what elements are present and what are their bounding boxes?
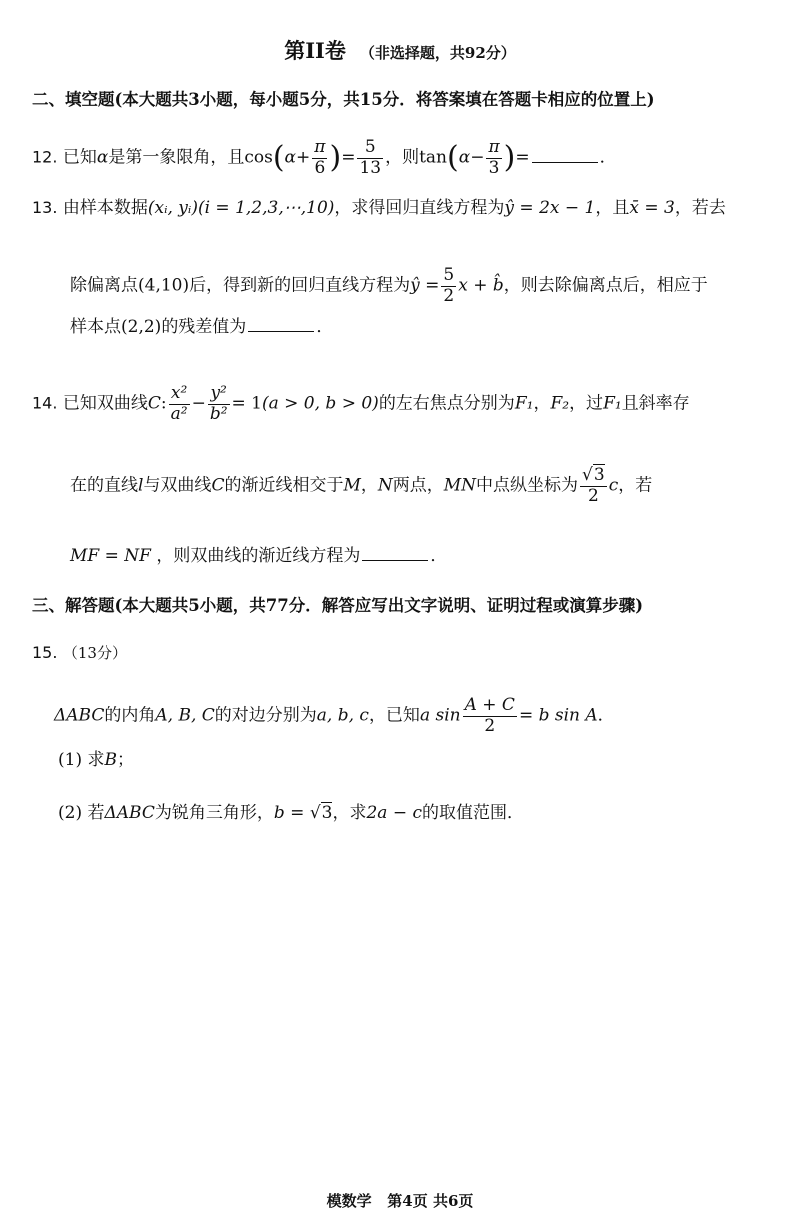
q15-part1-label: (1) xyxy=(58,750,83,770)
frac-num: x² xyxy=(170,383,188,403)
frac-den: a² xyxy=(170,403,188,424)
frac-num: π xyxy=(488,137,500,157)
q12-text: ，则tan xyxy=(385,147,447,168)
q13-text: ，则去除偏离点后，相应于 xyxy=(503,275,708,296)
q14-M: M xyxy=(343,475,361,496)
q15-text: ，已知 xyxy=(368,705,420,726)
q15-lhs: a sin xyxy=(419,705,461,726)
q14-text: 的左右焦点分别为 xyxy=(378,393,515,414)
q13-answer-blank[interactable] xyxy=(248,317,314,332)
q12-text: 已知 xyxy=(62,147,97,168)
q15-end: ． xyxy=(597,705,615,726)
title-main: 第II卷 xyxy=(284,38,346,63)
q12-alpha: α xyxy=(96,147,109,168)
q15-sides: a, b, c xyxy=(316,705,369,726)
q12-frac-pi3 xyxy=(486,138,501,178)
q13-text: 的残差值为 xyxy=(161,317,247,337)
q15-triangle: ΔABC xyxy=(54,705,105,726)
q13-text: 样本点 xyxy=(70,317,121,337)
question-15-header xyxy=(32,645,127,662)
q15-text: 求 xyxy=(87,750,105,770)
q13-eq1: ŷ = 2x − 1 xyxy=(504,198,596,218)
q12-paren: ( xyxy=(447,140,459,176)
q12-frac-pi6 xyxy=(312,138,327,178)
q14-text: 中点纵坐标为 xyxy=(476,475,579,496)
q14-MN: MN xyxy=(443,475,477,496)
question-14-line2 xyxy=(70,466,652,506)
q15-rhs: = b sin A xyxy=(518,705,598,726)
frac-num: y² xyxy=(210,383,227,403)
q14-text: 在的直线 xyxy=(70,475,138,496)
question-14-line3 xyxy=(70,546,447,565)
q14-cond: (a > 0, b > 0) xyxy=(261,393,379,414)
q13-text: ，求得回归直线方程为 xyxy=(334,198,505,218)
q14-comma: ， xyxy=(533,393,551,414)
sqrt-arg: 3 xyxy=(321,803,333,823)
section3-header: 三、解答题(本大题共5小题，共77分．解答应写出文字说明、证明过程或演算步骤) xyxy=(32,596,644,615)
q12-alpha: α xyxy=(284,147,297,168)
q15-text: 的取值范围． xyxy=(422,803,525,823)
question-15-part1 xyxy=(58,752,134,769)
frac-den: 13 xyxy=(359,157,382,178)
q14-c: c xyxy=(608,475,619,496)
q12-frac-5-13 xyxy=(357,138,383,178)
q14-C: C xyxy=(147,393,161,414)
q14-F1: F₁ xyxy=(603,393,622,414)
q15-text: 的对边分别为 xyxy=(214,705,317,726)
q12-paren: ) xyxy=(329,140,342,176)
section2-header: 二、填空题(本大题共3小题，每小题5分，共15分．将答案填在答题卡相应的位置上) xyxy=(32,90,655,109)
q15-expr: 2a − c xyxy=(366,803,423,823)
section-title xyxy=(0,40,800,61)
q14-text: 且斜率存 xyxy=(621,393,690,414)
q13-text: ，若去 xyxy=(674,198,726,218)
q12-end: ． xyxy=(599,147,617,168)
q13-number: 13. xyxy=(32,198,58,217)
q14-end: ． xyxy=(430,546,448,566)
q13-text: 除偏离点 xyxy=(70,275,138,296)
q15-text: ； xyxy=(117,750,134,770)
q14-expr: MF = NF xyxy=(70,546,151,566)
q13-point2: (2,2) xyxy=(121,317,162,337)
q14-number: 14. xyxy=(32,393,58,413)
q15-B: B xyxy=(104,750,117,770)
q13-end: ． xyxy=(316,317,334,337)
q15-angles: A, B, C xyxy=(155,705,215,726)
footer-subject: 模数学 xyxy=(326,1192,372,1210)
q12-number: 12. xyxy=(32,147,58,167)
q12-paren: ) xyxy=(503,140,516,176)
q13-text: 由样本数据 xyxy=(62,198,148,218)
frac-den: 3 xyxy=(486,158,501,179)
frac-den: 2 xyxy=(443,285,455,306)
q14-N: N xyxy=(377,475,393,496)
q13-xbar: x̄ = 3 xyxy=(629,198,675,218)
question-13-line1 xyxy=(32,200,726,217)
q15-text: 若 xyxy=(87,803,105,823)
q15-b-eq: b = xyxy=(273,803,310,823)
frac-num: 5 xyxy=(443,265,455,285)
q14-frac-sqrt3-2 xyxy=(580,466,607,506)
q12-text: 是第一象限角，且cos xyxy=(108,147,273,168)
q13-frac-5-2 xyxy=(441,266,456,306)
q14-text: 的渐近线相交于 xyxy=(224,475,344,496)
q15-frac-AC2 xyxy=(463,696,517,736)
q14-l: l xyxy=(138,475,144,496)
frac-den: 6 xyxy=(312,158,327,179)
q15-triangle: ΔABC xyxy=(104,803,155,823)
q15-score: （13分） xyxy=(62,644,127,662)
frac-num: A + C xyxy=(464,695,515,715)
q14-text: 与双曲线 xyxy=(143,475,212,496)
q15-text: 为锐角三角形， xyxy=(154,803,274,823)
q14-text: ，过 xyxy=(569,393,604,414)
question-13-line2 xyxy=(70,266,708,306)
q14-text: 已知双曲线 xyxy=(62,393,148,414)
q15-text: ，求 xyxy=(332,803,367,823)
q14-text: ，若 xyxy=(618,475,653,496)
q12-answer-blank[interactable] xyxy=(532,148,598,163)
title-sub: （非选择题，共92分） xyxy=(359,44,516,62)
question-13-line3 xyxy=(70,317,333,336)
sqrt-arg: 3 xyxy=(593,465,605,485)
frac-den: 2 xyxy=(580,486,607,507)
q13-text: ，且 xyxy=(595,198,630,218)
q15-text: 的内角 xyxy=(104,705,156,726)
q13-eq2-lhs: ŷ = xyxy=(410,275,440,296)
q15-number: 15. xyxy=(32,643,58,662)
footer-page-number: 第4页 共6页 xyxy=(387,1192,474,1210)
q14-C: C xyxy=(211,475,225,496)
q12-paren: ( xyxy=(272,140,285,176)
frac-num: 5 xyxy=(364,137,376,157)
q14-F1: F₁ xyxy=(514,393,534,414)
q14-eq: = 1 xyxy=(231,393,262,414)
frac-num: π xyxy=(314,137,326,157)
q15-part2-label: (2) xyxy=(58,803,83,823)
q13-text: 后，得到新的回归直线方程为 xyxy=(189,275,411,296)
frac-den: b² xyxy=(209,403,228,424)
q13-point1: (4,10) xyxy=(138,275,190,296)
frac-num: √3 xyxy=(582,465,605,485)
question-15-part2: (2) 若ΔABC为锐角三角形，b = √3，求2a − c的取值范围． xyxy=(58,803,525,823)
q13-eq2-rhs: x + b̂ xyxy=(458,275,504,296)
frac-den: 2 xyxy=(463,716,517,737)
q14-frac-y2b2 xyxy=(208,384,230,424)
q14-text: 两点， xyxy=(392,475,444,496)
q12-alpha: α xyxy=(458,147,471,168)
q14-F2: F₂ xyxy=(550,393,570,414)
q14-text: ， xyxy=(360,475,378,496)
q14-text: ，则双曲线的渐近线方程为 xyxy=(156,546,361,566)
q14-answer-blank[interactable] xyxy=(362,546,428,561)
question-12: 12. 已知α是第一象限角，且cos(α+ $\frac{\pi}{6}$ )= $\frac{5}{13}$ ，则tan(α− $\frac{\pi}{3}$ )= ． xyxy=(32,137,617,178)
question-14-line1: 14. 已知双曲线C: $\frac{\text{x²}}{\text{a²}}$ − $\frac{\text{y²}}{\text{b²}}$ = 1(a > 0, b > 0)的左右焦点分别为F₁，F₂，过F₁且斜率存 xyxy=(32,383,690,424)
q13-data-expr: (xᵢ, yᵢ)(i = 1,2,3,⋯,10) xyxy=(147,198,335,218)
question-15-stem xyxy=(54,696,615,736)
page-footer xyxy=(0,1194,800,1209)
q14-frac-x2a2 xyxy=(169,384,190,424)
